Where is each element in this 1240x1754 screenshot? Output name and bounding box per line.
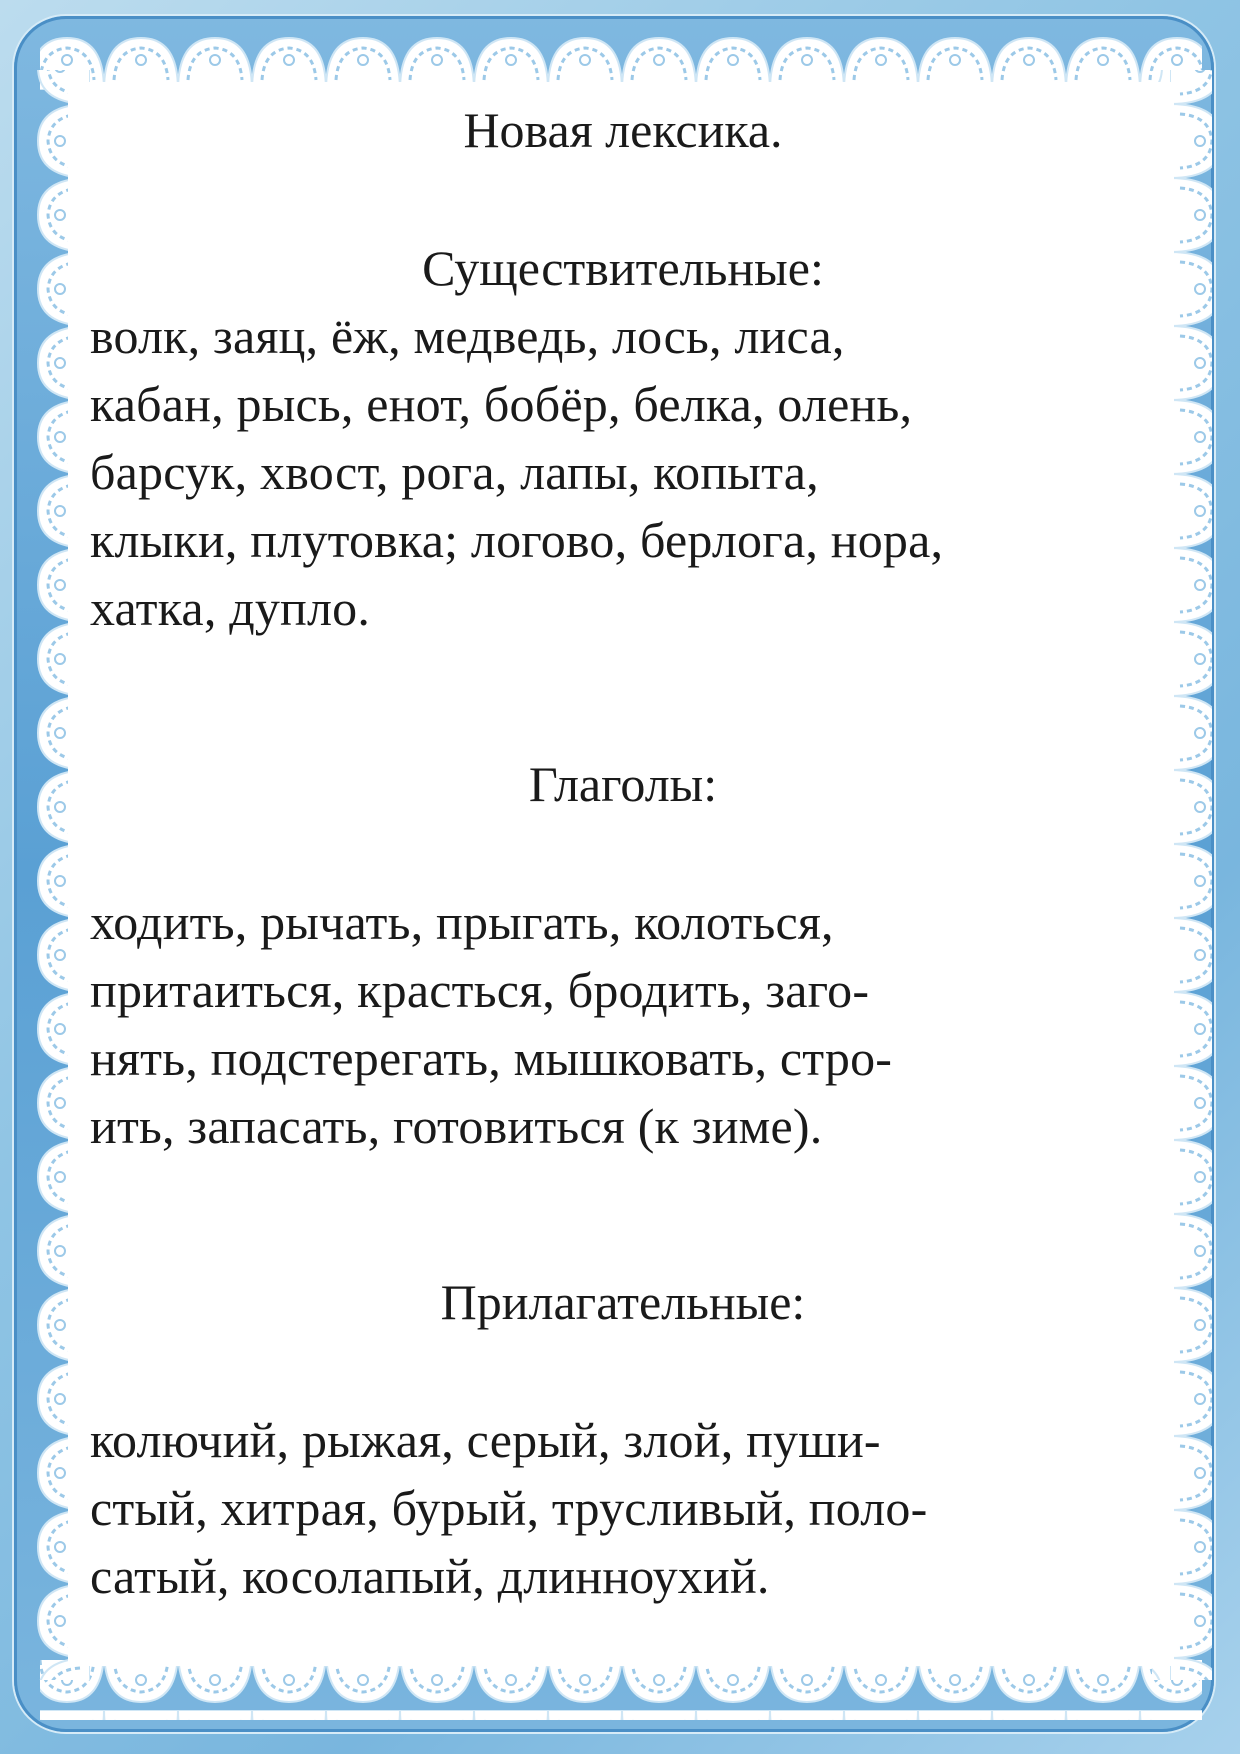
nouns-line: хатка, дупло.	[90, 580, 371, 636]
verbs-list	[90, 888, 1156, 1160]
verbs-line: притаиться, красться, бродить, заго-	[90, 962, 870, 1018]
adjectives-list	[90, 1406, 1156, 1610]
nouns-line: клыки, плутовка; логово, берлога, нора,	[90, 512, 944, 568]
spacer	[90, 1336, 1156, 1406]
spacer	[90, 818, 1156, 888]
adjectives-heading: Прилагательные:	[440, 1274, 806, 1330]
adjectives-line: сатый, косолапый, длинноухий.	[90, 1548, 770, 1604]
adjectives-line: стый, хитрая, бурый, трусливый, поло-	[90, 1480, 928, 1536]
spacer	[90, 1160, 1156, 1268]
verbs-line: нять, подстерегать, мышковать, стро-	[90, 1030, 893, 1086]
nouns-list	[90, 302, 1156, 642]
lexicon-content	[90, 96, 1156, 1610]
nouns-line: волк, заяц, ёж, медведь, лось, лиса,	[90, 308, 845, 364]
verbs-line: ходить, рычать, прыгать, колоться,	[90, 894, 834, 950]
spacer	[90, 164, 1156, 234]
adjectives-line: колючий, рыжая, серый, злой, пуши-	[90, 1412, 881, 1468]
spacer	[90, 642, 1156, 750]
verbs-line: ить, запасать, готовиться (к зиме).	[90, 1098, 823, 1154]
nouns-heading: Существительные:	[422, 240, 824, 296]
nouns-line: кабан, рысь, енот, бобёр, белка, олень,	[90, 376, 913, 432]
verbs-heading: Глаголы:	[528, 756, 718, 812]
nouns-line: барсук, хвост, рога, лапы, копыта,	[90, 444, 819, 500]
page-title: Новая лексика.	[463, 102, 783, 158]
